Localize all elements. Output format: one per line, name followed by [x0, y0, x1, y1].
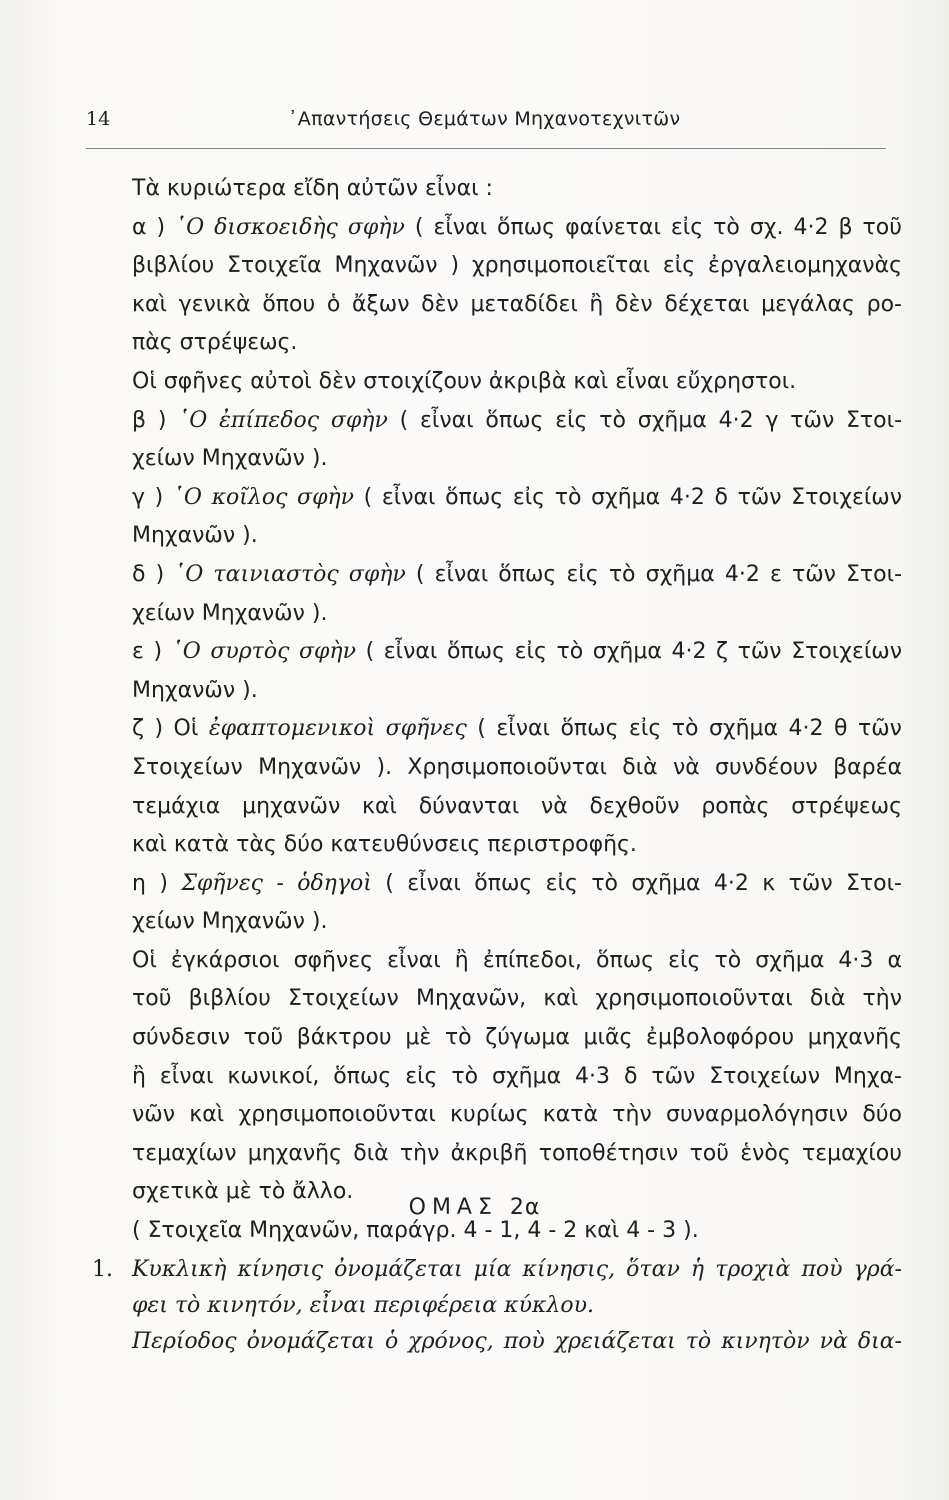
page-header	[86, 108, 886, 148]
text-line: χείων Μηχανῶν ).	[132, 600, 328, 626]
text-line: Μηχανῶν ).	[132, 523, 258, 549]
header-rule	[86, 148, 886, 149]
text-line: τεμάχια μηχανῶν καὶ δύνανται νὰ δεχθοῦν ροπὰς στρέψεως	[132, 793, 902, 819]
term-italic: Σφῆνες - ὁδηγοὶ	[181, 870, 372, 896]
text-line: γ ) ῾Ο κοῖλος σφὴν ( εἶναι ὅπως εἰς τὸ σχῆμα 4·2 δ τῶν Στοιχείων	[132, 484, 902, 510]
text-line: Τὰ κυριώτερα εἴδη αὐτῶν εἶναι :	[132, 176, 493, 201]
text-line: καὶ κατὰ τὰς δύο κατευθύνσεις περιστροφῆς.	[132, 832, 637, 858]
section-heading	[0, 1195, 949, 1220]
text-line: τεμαχίων μηχανῆς διὰ τὴν ἀκριβῆ τοποθέτησιν τοῦ ἑνὸς τεμαχίου	[132, 1140, 902, 1166]
section-number: 2α	[509, 1195, 541, 1220]
text-line: σύνδεσιν τοῦ βάκτρου μὲ τὸ ζύγωμα μιᾶς ἐμβολοφόρου μηχανῆς	[132, 1025, 902, 1051]
text-line: βιβλίου Στοιχεῖα Μηχανῶν ) χρησιμοποιεῖται εἰς ἐργαλειομηχανὰς	[132, 253, 902, 279]
page-number: 14	[86, 108, 111, 130]
term-italic: ῾Ο δισκοειδὴς σφὴν	[175, 214, 405, 240]
text-line: η ) Σφῆνες - ὁδηγοὶ ( εἶναι ὅπως εἰς τὸ σχῆμα 4·2 κ τῶν Στοι-	[132, 870, 902, 896]
text-line: ἢ εἶναι κωνικοί, ὅπως εἰς τὸ σχῆμα 4·3 δ τῶν Στοιχείων Μηχα-	[132, 1063, 902, 1089]
text-line: πὰς στρέψεως.	[132, 330, 298, 356]
text-line: ( Στοιχεῖα Μηχανῶν, παράγρ. 4 - 1, 4 - 2 καὶ 4 - 3 ).	[132, 1218, 699, 1244]
text-line: τοῦ βιβλίου Στοιχείων Μηχανῶν, καὶ χρησιμοποιοῦνται διὰ τὴν	[132, 986, 902, 1012]
text-line: Μηχανῶν ).	[132, 677, 258, 703]
text-line: ζ ) Οἱ ἐφαπτομενικοὶ σφῆνες ( εἶναι ὅπως εἰς τὸ σχῆμα 4·2 θ τῶν	[132, 716, 902, 742]
answers-list	[92, 1252, 902, 1360]
answer-line: 1. Κυκλικὴ κίνησις ὀνομάζεται μία κίνησις, ὅταν ἡ τροχιὰ ποὺ γρά-	[92, 1252, 902, 1288]
running-head: ᾿Απαντήσεις Θεμάτων Μηχανοτεχνιτῶν	[288, 108, 681, 130]
question-number: 1.	[92, 1257, 113, 1282]
text-line: δ ) ῾Ο ταινιαστὸς σφὴν ( εἶναι ὅπως εἰς τὸ σχῆμα 4·2 ε τῶν Στοι-	[132, 561, 903, 587]
text-line: Οἱ σφῆνες αὐτοὶ δὲν στοιχίζουν ἀκριβὰ καὶ εἶναι εὔχρηστοι.	[132, 368, 797, 394]
text-line: χείων Μηχανῶν ).	[132, 446, 328, 472]
answer-line: φει τὸ κινητόν, εἶναι περιφέρεια κύκλου.	[132, 1293, 594, 1318]
text-line: α ) ῾Ο δισκοειδὴς σφὴν ( εἶναι ὅπως φαίνεται εἰς τὸ σχ. 4·2 β τοῦ	[132, 214, 902, 240]
text-line: Στοιχείων Μηχανῶν ). Χρησιμοποιοῦνται διὰ νὰ συνδέουν βαρέα	[132, 754, 902, 780]
term-italic: ῾Ο ἐπίπεδος σφὴν	[178, 407, 388, 433]
text-line: Οἱ ἐγκάρσιοι σφῆνες εἶναι ἢ ἐπίπεδοι, ὅπως εἰς τὸ σχῆμα 4·3 α	[132, 947, 902, 973]
text-line: β ) ῾Ο ἐπίπεδος σφὴν ( εἶναι ὅπως εἰς τὸ σχῆμα 4·2 γ τῶν Στοι-	[132, 407, 903, 433]
answer-line: Περίοδος ὀνομάζεται ὁ χρόνος, ποὺ χρειάζεται τὸ κινητὸν νὰ δια-	[132, 1329, 902, 1354]
term-italic: ῾Ο ταινιαστὸς σφὴν	[174, 561, 406, 587]
text-line: καὶ γενικὰ ὅπου ὁ ἄξων δὲν μεταδίδει ἢ δὲν δέχεται μεγάλας ρο-	[132, 291, 902, 317]
section-title: ΟΜΑΣ	[408, 1195, 498, 1220]
term-italic: ἐφαπτομενικοὶ σφῆνες	[208, 716, 467, 742]
term-italic: ῾Ο κοῖλος σφὴν	[172, 484, 355, 510]
body-text	[132, 170, 902, 1251]
text-line: χείων Μηχανῶν ).	[132, 909, 328, 935]
text-line: νῶν καὶ χρησιμοποιοῦνται κυρίως κατὰ τὴν συναρμολόγησιν δύο	[132, 1102, 902, 1128]
term-italic: ῾Ο συρτὸς σφὴν	[171, 639, 356, 665]
text-line: ε ) ῾Ο συρτὸς σφὴν ( εἶναι ὅπως εἰς τὸ σχῆμα 4·2 ζ τῶν Στοιχείων	[132, 639, 903, 665]
text-line: σχετικὰ μὲ τὸ ἄλλο.	[132, 1179, 354, 1205]
